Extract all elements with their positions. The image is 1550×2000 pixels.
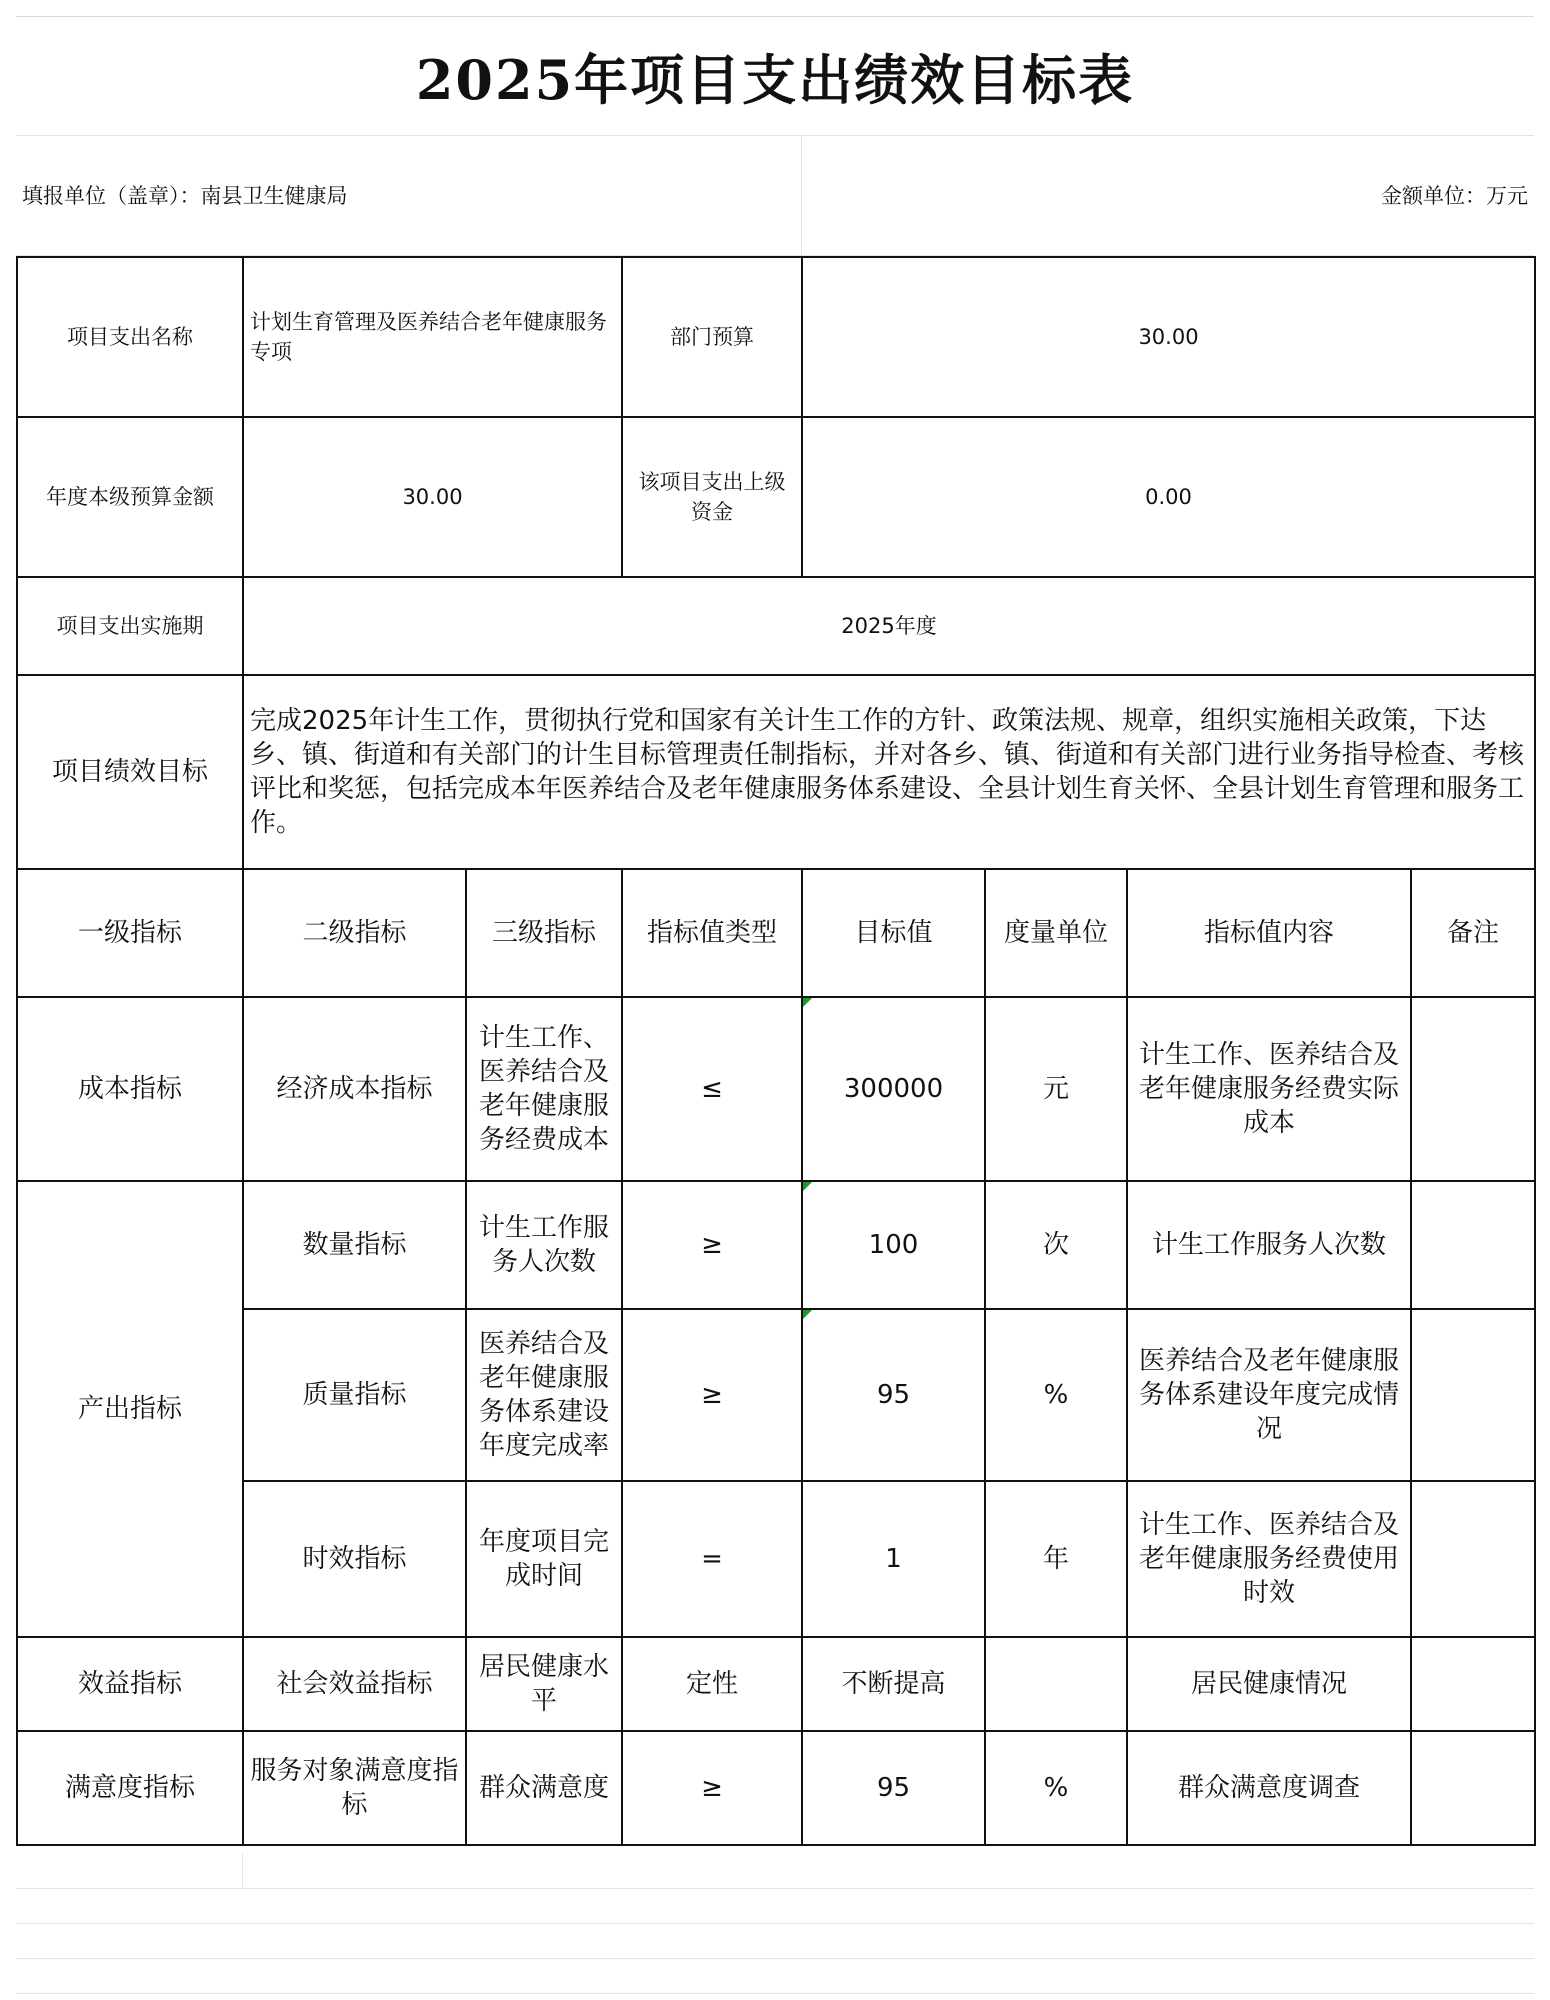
project-name-label: 项目支出名称 — [17, 257, 243, 417]
measure-unit[interactable]: % — [985, 1309, 1127, 1481]
annual-budget-label: 年度本级预算金额 — [17, 417, 243, 577]
value-type[interactable]: = — [622, 1481, 802, 1637]
empty-grid-rows — [16, 1854, 1534, 1994]
empty-row[interactable] — [16, 1854, 1534, 1889]
level1-indicator[interactable]: 产出指标 — [17, 1181, 243, 1637]
spreadsheet-sheet — [16, 16, 1534, 1820]
indicator-content[interactable]: 医养结合及老年健康服务体系建设年度完成情况 — [1127, 1309, 1411, 1481]
measure-unit[interactable] — [985, 1637, 1127, 1731]
measure-unit[interactable]: % — [985, 1731, 1127, 1845]
empty-row[interactable] — [16, 1889, 1534, 1924]
level3-indicator[interactable]: 年度项目完成时间 — [466, 1481, 622, 1637]
value-type[interactable]: ≥ — [622, 1309, 802, 1481]
superior-funds-value[interactable]: 0.00 — [802, 417, 1535, 577]
indicator-content[interactable]: 居民健康情况 — [1127, 1637, 1411, 1731]
indicator-content[interactable]: 群众满意度调查 — [1127, 1731, 1411, 1845]
table-row — [17, 577, 1535, 675]
measure-unit[interactable]: 元 — [985, 997, 1127, 1181]
level2-indicator[interactable]: 质量指标 — [243, 1309, 466, 1481]
table-header-row — [17, 869, 1535, 997]
table-row — [17, 417, 1535, 577]
level1-indicator[interactable]: 效益指标 — [17, 1637, 243, 1731]
value-type[interactable]: ≤ — [622, 997, 802, 1181]
indicator-content[interactable]: 计生工作服务人次数 — [1127, 1181, 1411, 1309]
level2-indicator[interactable]: 社会效益指标 — [243, 1637, 466, 1731]
currency-unit-label: 金额单位：万元 — [1381, 184, 1528, 208]
target-value[interactable]: 1 — [802, 1481, 985, 1637]
level2-indicator[interactable]: 时效指标 — [243, 1481, 466, 1637]
remark-cell[interactable] — [1411, 997, 1535, 1181]
indicator-content[interactable]: 计生工作、医养结合及老年健康服务经费使用时效 — [1127, 1481, 1411, 1637]
column-header: 一级指标 — [17, 869, 243, 997]
column-header: 指标值类型 — [622, 869, 802, 997]
remark-cell[interactable] — [1411, 1181, 1535, 1309]
dept-budget-label: 部门预算 — [622, 257, 802, 417]
level2-indicator[interactable]: 服务对象满意度指标 — [243, 1731, 466, 1845]
column-header: 度量单位 — [985, 869, 1127, 997]
remark-cell[interactable] — [1411, 1481, 1535, 1637]
indicator-content[interactable]: 计生工作、医养结合及老年健康服务经费实际成本 — [1127, 997, 1411, 1181]
period-label: 项目支出实施期 — [17, 577, 243, 675]
target-value[interactable]: 95 — [802, 1309, 985, 1481]
title-row — [16, 16, 1534, 136]
column-header: 备注 — [1411, 869, 1535, 997]
level2-indicator[interactable]: 经济成本指标 — [243, 997, 466, 1181]
level3-indicator[interactable]: 医养结合及老年健康服务体系建设年度完成率 — [466, 1309, 622, 1481]
goal-value[interactable]: 完成2025年计生工作，贯彻执行党和国家有关计生工作的方针、政策法规、规章，组织实施相关政策，下达乡、镇、街道和有关部门的计生目标管理责任制指标，并对各乡、镇、街道和有关部门进行业务指导检查、考核评比和奖惩，包括完成本年医养结合及老年健康服务体系建设、全县计划生育关怀、全县计划生育管理和服务工作。 — [243, 675, 1535, 869]
unit-row — [16, 136, 1534, 256]
table-row — [17, 675, 1535, 869]
column-header: 二级指标 — [243, 869, 466, 997]
table-row — [17, 1309, 1535, 1481]
page-title: 2025年项目支出绩效目标表 — [415, 47, 1135, 112]
remark-cell[interactable] — [1411, 1309, 1535, 1481]
period-value[interactable]: 2025年度 — [243, 577, 1535, 675]
table-row — [17, 1731, 1535, 1845]
column-header: 指标值内容 — [1127, 869, 1411, 997]
dept-budget-value[interactable]: 30.00 — [802, 257, 1535, 417]
table-row — [17, 1181, 1535, 1309]
target-value[interactable]: 300000 — [802, 997, 985, 1181]
remark-cell[interactable] — [1411, 1637, 1535, 1731]
level3-indicator[interactable]: 群众满意度 — [466, 1731, 622, 1845]
goal-label: 项目绩效目标 — [17, 675, 243, 869]
target-value[interactable]: 100 — [802, 1181, 985, 1309]
level3-indicator[interactable]: 计生工作、医养结合及老年健康服务经费成本 — [466, 997, 622, 1181]
value-type[interactable]: ≥ — [622, 1731, 802, 1845]
table-row — [17, 1637, 1535, 1731]
annual-budget-value[interactable]: 30.00 — [243, 417, 622, 577]
level1-indicator[interactable]: 满意度指标 — [17, 1731, 243, 1845]
level3-indicator[interactable]: 居民健康水平 — [466, 1637, 622, 1731]
empty-row[interactable] — [16, 1959, 1534, 1994]
grid-divider — [801, 136, 802, 255]
table-row — [17, 1481, 1535, 1637]
column-header: 三级指标 — [466, 869, 622, 997]
table-row — [17, 257, 1535, 417]
empty-row[interactable] — [16, 1924, 1534, 1959]
measure-unit[interactable]: 年 — [985, 1481, 1127, 1637]
superior-funds-label: 该项目支出上级资金 — [622, 417, 802, 577]
column-header: 目标值 — [802, 869, 985, 997]
level3-indicator[interactable]: 计生工作服务人次数 — [466, 1181, 622, 1309]
project-name-value[interactable]: 计划生育管理及医养结合老年健康服务专项 — [243, 257, 622, 417]
reporting-unit-label: 填报单位（盖章）：南县卫生健康局 — [22, 184, 348, 208]
level1-indicator[interactable]: 成本指标 — [17, 997, 243, 1181]
measure-unit[interactable]: 次 — [985, 1181, 1127, 1309]
table-row — [17, 997, 1535, 1181]
target-value[interactable]: 不断提高 — [802, 1637, 985, 1731]
value-type[interactable]: ≥ — [622, 1181, 802, 1309]
level2-indicator[interactable]: 数量指标 — [243, 1181, 466, 1309]
value-type[interactable]: 定性 — [622, 1637, 802, 1731]
remark-cell[interactable] — [1411, 1731, 1535, 1845]
target-value[interactable]: 95 — [802, 1731, 985, 1845]
performance-table — [16, 256, 1536, 1846]
